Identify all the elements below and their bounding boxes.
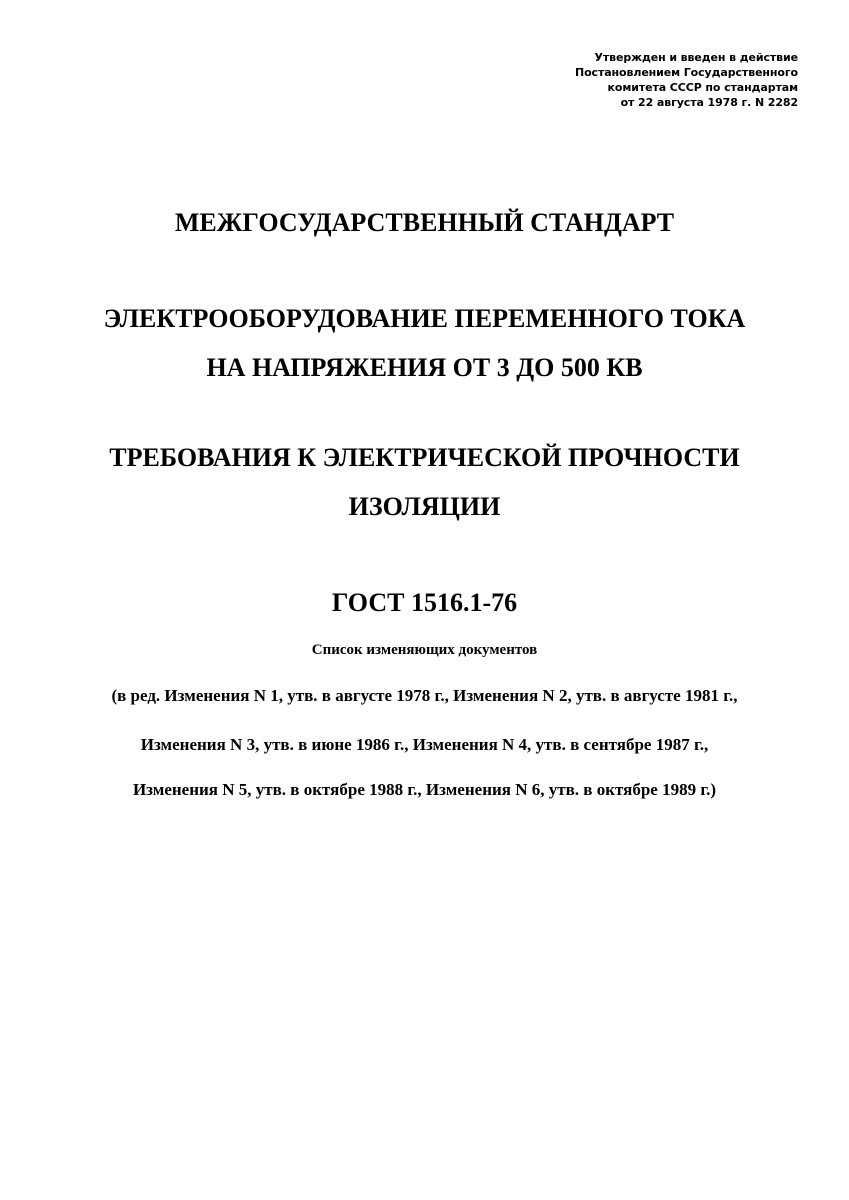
amendments-line-3: Изменения N 5, утв. в октябре 1988 г., Изменения N 6, утв. в октябре 1989 г.) <box>132 780 717 799</box>
approval-line-3: комитета СССР по стандартам <box>607 81 798 94</box>
approval-line-1: Утвержден и введен в действие <box>594 51 798 64</box>
standard-title-line-1: ЭЛЕКТРООБОРУДОВАНИЕ ПЕРЕМЕННОГО ТОКА <box>103 304 746 333</box>
approval-line-4: от 22 августа 1978 г. N 2282 <box>620 96 798 109</box>
amendments-line-1: (в ред. Изменения N 1, утв. в августе 1978 г., Изменения N 2, утв. в августе 1981 г., <box>111 686 738 705</box>
standard-subtitle-line-2: ИЗОЛЯЦИИ <box>348 492 501 521</box>
standard-code: ГОСТ 1516.1-76 <box>331 588 518 617</box>
standard-subtitle-line-1: ТРЕБОВАНИЯ К ЭЛЕКТРИЧЕСКОЙ ПРОЧНОСТИ <box>109 443 740 472</box>
amendments-line-2: Изменения N 3, утв. в июне 1986 г., Изменения N 4, утв. в сентябре 1987 г., <box>140 735 709 754</box>
approval-note <box>575 50 798 110</box>
approval-line-2: Постановлением Государственного <box>574 66 798 79</box>
standard-title-line-2: НА НАПРЯЖЕНИЯ ОТ 3 ДО 500 КВ <box>206 353 643 382</box>
amendments-label: Список изменяющих документов <box>311 642 538 658</box>
standard-heading: МЕЖГОСУДАРСТВЕННЫЙ СТАНДАРТ <box>174 208 675 237</box>
